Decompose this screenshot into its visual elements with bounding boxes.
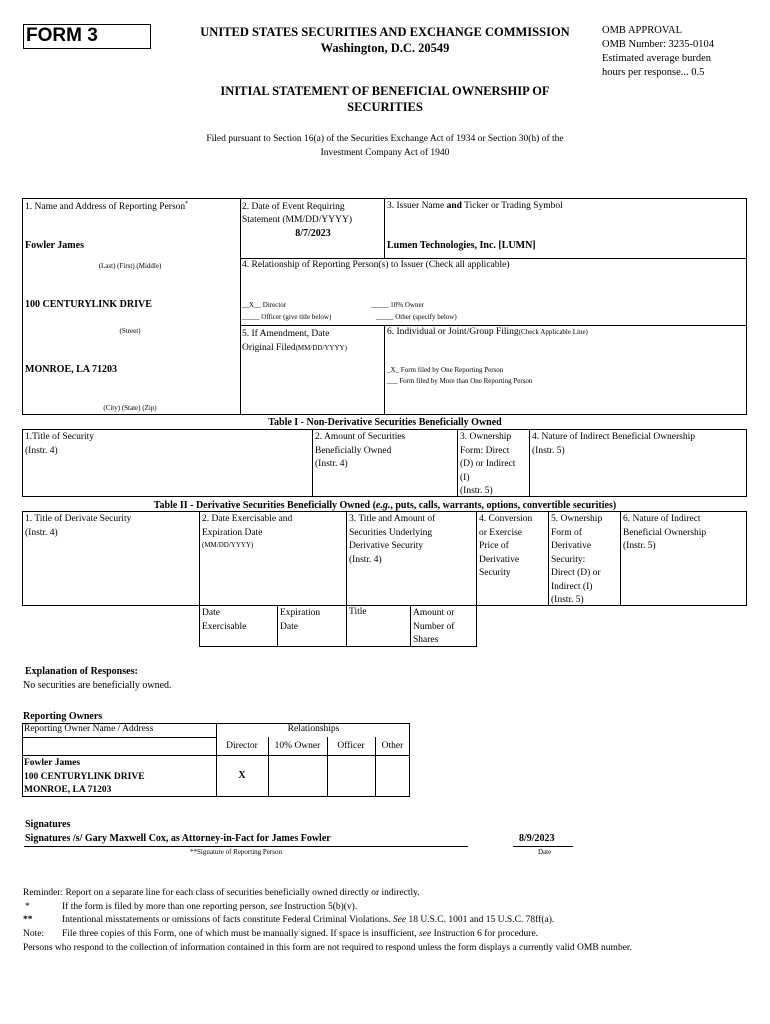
reporting-person-street: 100 CENTURYLINK DRIVE (25, 299, 152, 310)
table2-col-underlying: 3. Title and Amount of Securities Underlying Derivative Security (Instr. 4) (349, 514, 436, 565)
divider (620, 511, 621, 606)
box2-label-line2: Statement (MM/DD/YYYY) (242, 215, 353, 225)
divider (240, 198, 241, 415)
explanation-heading: Explanation of Responses: (25, 666, 138, 677)
signature-line (24, 846, 468, 847)
reporting-person-name: Fowler James (25, 240, 84, 251)
filing-option-one: _X_ Form filed by One Reporting Person (387, 366, 504, 374)
footer-reminder: Reminder: Report on a separate line for each class of securities beneficially owned directly or indirectly. (23, 888, 420, 898)
signatures-heading: Signatures (25, 819, 71, 830)
table2-title-a: Table II - Derivative Securities Beneficially Owned ( (153, 500, 376, 511)
divider (410, 606, 411, 646)
street-caption: (Street) (119, 327, 141, 335)
box5-label-format: (MM/DD/YYYY) (295, 344, 347, 352)
table2-title-b: , puts, calls, warrants, options, convertible securities) (390, 500, 617, 511)
footer-star1-see: see (269, 902, 283, 912)
owners-col-ten-percent: 10% Owner (274, 741, 321, 751)
divider (312, 429, 313, 497)
agency-address: Washington, D.C. 20549 (320, 41, 450, 55)
table1-col-nature: 4. Nature of Indirect Beneficial Ownership (Instr. 5) (532, 432, 696, 456)
divider (457, 429, 458, 497)
signature-text: Signatures /s/ Gary Maxwell Cox, as Attorney-in-Fact for James Fowler (25, 833, 331, 844)
box2-label (242, 201, 352, 227)
footer-note-see: see (419, 929, 432, 939)
box4-label: 4. Relationship of Reporting Person(s) to Issuer (Check all applicable) (242, 260, 510, 270)
footer-persons: Persons who respond to the collection of information contained in this form are not required to respond unless the form displays a currently valid OMB number. (23, 943, 632, 953)
reporting-owners-heading: Reporting Owners (23, 711, 103, 722)
table2-col-dates-label: 2. Date Exercisable and Expiration Date (202, 514, 293, 538)
table1-col-amount: 2. Amount of Securities Beneficially Owned (Instr. 4) (315, 432, 406, 469)
box3-label-a: 3. Issuer Name (387, 201, 447, 211)
filed-pursuant-line2: Investment Company Act of 1940 (320, 148, 450, 158)
divider (529, 429, 530, 497)
owners-col-other: Other (381, 741, 404, 751)
date-caption: Date (538, 848, 552, 856)
table2-col-title: 1. Title of Derivate Security (Instr. 4) (25, 514, 132, 538)
table1-col-title: 1.Title of Security (Instr. 4) (25, 432, 95, 456)
box5-label-line2 (242, 341, 347, 355)
box1-label-star: * (185, 201, 189, 207)
box3-label-and: and (446, 201, 462, 211)
divider (22, 755, 410, 756)
footer-star1-mark: * (25, 902, 30, 912)
footer-note-text (62, 929, 538, 939)
divider (384, 198, 385, 258)
divider (548, 511, 549, 606)
footer-note-b: Instruction 6 for procedure. (431, 929, 539, 939)
event-date: 8/7/2023 (295, 228, 331, 239)
footer-note-mark: Note: (23, 929, 45, 939)
table1-title: Table I - Non-Derivative Securities Beneficially Owned (268, 417, 502, 428)
box6-label (387, 327, 588, 337)
agency-name: UNITED STATES SECURITIES AND EXCHANGE COMMISSION (200, 25, 570, 39)
divider (384, 325, 385, 415)
divider (199, 511, 200, 646)
omb-approval (602, 24, 714, 80)
footer-star1-a: If the form is filed by more than one reporting person, (62, 902, 270, 912)
divider (240, 258, 747, 259)
table1-col-ownership: 3. Ownership Form: Direct (D) or Indirect (I) (Instr. 5) (460, 432, 516, 496)
owner-address (24, 757, 145, 798)
box2-label-line1: 2. Date of Event Requiring (242, 202, 345, 212)
name-caption: (Last) (First) (Middle) (98, 262, 162, 270)
omb-burden-label: Estimated average burden (602, 53, 712, 64)
relationship-ten-percent: _____ 10% Owner (371, 301, 424, 309)
box1-label-text: 1. Name and Address of Reporting Person (25, 202, 186, 213)
relationship-director: __X__ Director (242, 301, 287, 309)
footer-star1-b: Instruction 5(b)(v). (282, 902, 358, 912)
form-title-line1: INITIAL STATEMENT OF BENEFICIAL OWNERSHIP OF (220, 84, 550, 98)
omb-number: OMB Number: 3235-0104 (602, 39, 714, 50)
omb-approval-heading: OMB APPROVAL (602, 25, 683, 36)
table2-sub-date-exercisable: Date Exercisable (202, 608, 247, 632)
relationship-other: _____ Other (specify below) (376, 313, 457, 321)
footer-note-a: File three copies of this Form, one of which must be manually signed. If space is insufficient, (62, 929, 420, 939)
footer-star1-text (62, 902, 357, 912)
divider (277, 606, 278, 646)
explanation-text: No securities are beneficially owned. (23, 680, 172, 691)
owners-col-relationships: Relationships (287, 724, 340, 734)
owner-city: MONROE, LA 71203 (24, 785, 112, 795)
divider (240, 325, 747, 326)
footer-star2-b: 18 U.S.C. 1001 and 15 U.S.C. 78ff(a). (406, 915, 555, 925)
signature-caption: **Signature of Reporting Person (190, 848, 282, 856)
box5-label-line1: 5. If Amendment, Date (242, 329, 330, 339)
table2-sub-expiration: Expiration Date (280, 608, 321, 632)
footer-star2-mark: ** (23, 915, 33, 925)
box6-label-small: (Check Applicable Line) (518, 328, 588, 336)
date-line (513, 846, 573, 847)
omb-hours: hours per response... 0.5 (602, 67, 705, 78)
table2-col-dates-format: (MM/DD/YYYY) (202, 541, 254, 549)
filing-option-more: ___ Form filed by More than One Reporting Person (387, 377, 533, 385)
divider (216, 723, 217, 797)
table2-title (60, 500, 710, 511)
owner-street: 100 CENTURYLINK DRIVE (24, 771, 145, 782)
box5-label-line2-text: Original Filed (242, 343, 296, 353)
relationship-officer: _____ Officer (give title below) (242, 313, 332, 321)
owner-name: Fowler James (24, 758, 81, 768)
box3-label (387, 201, 563, 211)
table2-sub-amount: Amount or Number of Shares (413, 608, 455, 645)
footer-star2-a: Intentional misstatements or omissions of facts constitute Federal Criminal Violations. (62, 915, 393, 925)
box3-label-b: Ticker or Trading Symbol (461, 201, 563, 211)
box1-label (25, 201, 188, 212)
owners-col-officer: Officer (337, 741, 365, 751)
divider (346, 511, 347, 646)
form-title-line2: SECURITIES (347, 100, 423, 114)
footer-star2-see: See (392, 915, 407, 925)
table2-title-eg: e.g. (375, 500, 391, 511)
issuer-name: Lumen Technologies, Inc. [LUMN] (387, 240, 536, 251)
divider (476, 511, 477, 646)
signature-date: 8/9/2023 (519, 833, 555, 844)
city-caption: (City) (State) (Zip) (103, 404, 157, 412)
box5-label (242, 327, 347, 355)
owners-col-name: Reporting Owner Name / Address (24, 724, 154, 734)
reporting-person-city: MONROE, LA 71203 (25, 364, 117, 375)
table2-sub-title: Title (349, 607, 367, 617)
divider (22, 737, 216, 738)
footer-star2-text (62, 915, 554, 925)
form-label: FORM 3 (26, 25, 98, 46)
owners-col-director: Director (226, 741, 258, 751)
table2-col-nature: 6. Nature of Indirect Beneficial Ownership (Instr. 5) (623, 514, 707, 551)
owner-director-mark: X (238, 770, 246, 781)
filed-pursuant-line1: Filed pursuant to Section 16(a) of the Securities Exchange Act of 1934 or Section 30(h) of the (206, 134, 564, 144)
table2-col-ownership: 5. Ownership Form of Derivative Security: Direct (D) or Indirect (I) (Instr. 5) (551, 514, 603, 605)
box6-label-text: 6. Individual or Joint/Group Filing (387, 327, 519, 337)
table2-col-dates (202, 513, 292, 550)
table2-col-conversion: 4. Conversion or Exercise Price of Derivative Security (479, 514, 533, 578)
